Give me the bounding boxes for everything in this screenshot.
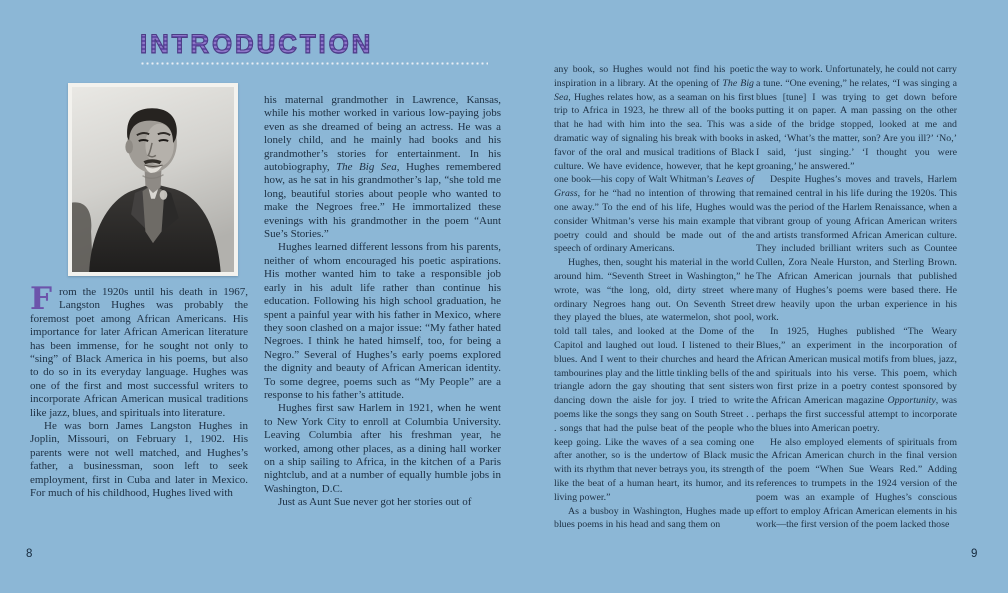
left-page-column-1 (30, 281, 248, 501)
body-text: rom the 1920s until his death in 1967, Langston Hughes was probably the foremost poet among African Americans. His importance for later African American literature has been immense, for he sought not only to “sing” of Black America in his poems, but also to do so in its everyday language. Hughes was one of the first and most successful writers to incorporate African American musical traditions like jazz, blues, and spirituals into literature. (30, 286, 248, 419)
body-text: He also employed elements of spirituals from the African American church in the final version of the poem “When Sue Wears Red.” Adding references to trumpets in the 1924 version of the poem was an example of Hughes’s conscious effort to employ African American elements in his work—the first version of the poem lacked those (756, 436, 957, 531)
body-text: any book, so Hughes would not find his poetic inspiration in a library. At the opening of (554, 64, 754, 89)
body-text: his maternal grandmother in Lawrence, Kansas, while his mother worked in various low-paying jobs even as she dreamed of being an actress. He was a lonely child, and he mainly had books and his grandmother’s stories for entertainment. In his autobiography, (264, 94, 501, 174)
page-number-right: 9 (971, 548, 978, 560)
body-text: , was perhaps the first successful attempt to incorporate the blues into American poetry. (756, 395, 957, 434)
page-number-left: 8 (26, 548, 33, 560)
langston-hughes-photo (68, 83, 238, 276)
left-page-column-2 (264, 94, 501, 510)
paragraph (264, 496, 501, 509)
body-text: Just as Aunt Sue never got her stories out of (278, 496, 472, 509)
paragraph (554, 505, 754, 533)
italic-text: Opportunity (887, 395, 936, 407)
paragraph (756, 173, 957, 325)
body-text: , for he “had no intention of throwing that one away.” To the end of his life, Hughes would consider Whitman’s verse his main example that poetry could and should be made out of the speech of ordinary Americans. (554, 188, 754, 255)
body-text: , Hughes remembered how, as he sat in his grandmother’s lap, “she told me long, beautiful stories about people who wanted to make the Negroes free.” He immortalized these evenings with his grandmother in the poem “Aunt Sue’s Stories.” (264, 161, 501, 241)
right-page-column-2 (756, 63, 957, 532)
portrait-illustration (72, 87, 234, 272)
paragraph (264, 94, 501, 241)
body-text: Hughes learned different lessons from his parents, neither of whom encouraged his poetic aspirations. His mother wanted him to take a responsible job early in his adult life rather than continue his education. Following his high school graduation, he spent a painful year with his father in Mexico, where they soon clashed on a major issue: “My father hated Negroes. I think he hated himself, too, for being a Negro.” Several of Hughes’s early poems explored the dignity and beauty of African American identity. To some degree, poems such as “My People” are a response to his father’s attitude. (264, 241, 501, 401)
right-page-column-1 (554, 63, 754, 532)
paragraph (264, 402, 501, 496)
italic-text: The Big Sea (336, 161, 397, 174)
body-text: Hughes first saw Harlem in 1921, when he went to New York City to enroll at Columbia University. Leaving Columbia after his freshman year, he worked, among other places, as a dining hall worker on a ship sailing to Africa, in the kitchen of a Paris nightclub, and at a number of equally humble jobs in Washington, D.C. (264, 402, 501, 495)
body-text: the way to work. Unfortunately, he could not carry a tune. “One evening,” he relates, “I was singing a blues [tune] I was trying to get down before putting it on paper. A man passing on the other side of the bridge stopped, looked at me and asked, ‘What’s the matter, son? Are you ill?’ ‘No,’ I said, ‘just singing.’ ‘I thought you were groaning,’ he answered.” (756, 64, 957, 172)
paragraph (554, 256, 754, 504)
chapter-title-block (140, 30, 488, 65)
paragraph (30, 420, 248, 500)
paragraph (264, 241, 501, 402)
italic-text: Leaves of Grass (554, 174, 754, 200)
paragraph (30, 281, 248, 420)
paragraph (756, 436, 957, 533)
body-text: Hughes, then, sought his material in the world around him. “Seventh Street in Washington,” he wrote, was “the long, old, dirty street where ordinary Negroes hang out. On Seventh Street they played the blues, ate watermelon, shot pool, told tall tales, and looked at the Dome of the Capitol and laughed out loud. I listened to their blues. And I went to their churches and heard the tambourines play and the little tinkling bells of the triangle adorn the gay shouting that sent sisters dancing down the aisle for joy. I tried to write poems like the songs they sang on South Street . . . songs that had the pulse beat of the people who keep going. Like the waves of a sea coming one after another, so is the undertow of Black music with its rhythm that never betrays you, its strength like the beat of a human heart, its humor, and its living power.” (554, 257, 754, 503)
drop-cap: F (30, 281, 53, 317)
paragraph (756, 63, 957, 173)
body-text: As a busboy in Washington, Hughes made up blues poems in his head and sang them on (554, 505, 754, 531)
page-title: INTRODUCTION (140, 30, 474, 58)
dotted-underline (140, 62, 488, 65)
paragraph (756, 325, 957, 435)
paragraph (554, 63, 754, 256)
body-text: Despite Hughes’s moves and travels, Harlem remained central in his life during the 1920s. This was the period of the Harlem Renaissance, when a vibrant group of young African American writers and artists transformed African American culture. They included brilliant writers such as Countee Cullen, Zora Neale Hurston, and Sterling Brown. The African American journals that published many of Hughes’s poems were based there. He drew heavily upon the urban experience in his work. (756, 174, 957, 324)
body-text: , Hughes relates how, as a seaman on his first trip to Africa in 1923, he threw all of the books that he had with him into the sea. This was a dramatic way of signaling his break with books in favor of the oral and musical traditions of Black culture. We have evidence, however, that he kept one book—his copy of Walt Whitman’s (554, 91, 754, 186)
italic-text: The Big Sea (554, 77, 754, 103)
body-text: In 1925, Hughes published “The Weary Blues,” an experiment in the incorporation of African American musical motifs from blues, jazz, and spirituals into his verse. This poem, which won first prize in a poetry contest sponsored by the African American magazine (756, 326, 957, 407)
body-text: He was born James Langston Hughes in Joplin, Missouri, on February 1, 1902. His parents were not well matched, and Hughes’s father, a businessman, soon left to seek employment, first in Cuba and later in Mexico. For much of his childhood, Hughes lived with (30, 420, 248, 500)
